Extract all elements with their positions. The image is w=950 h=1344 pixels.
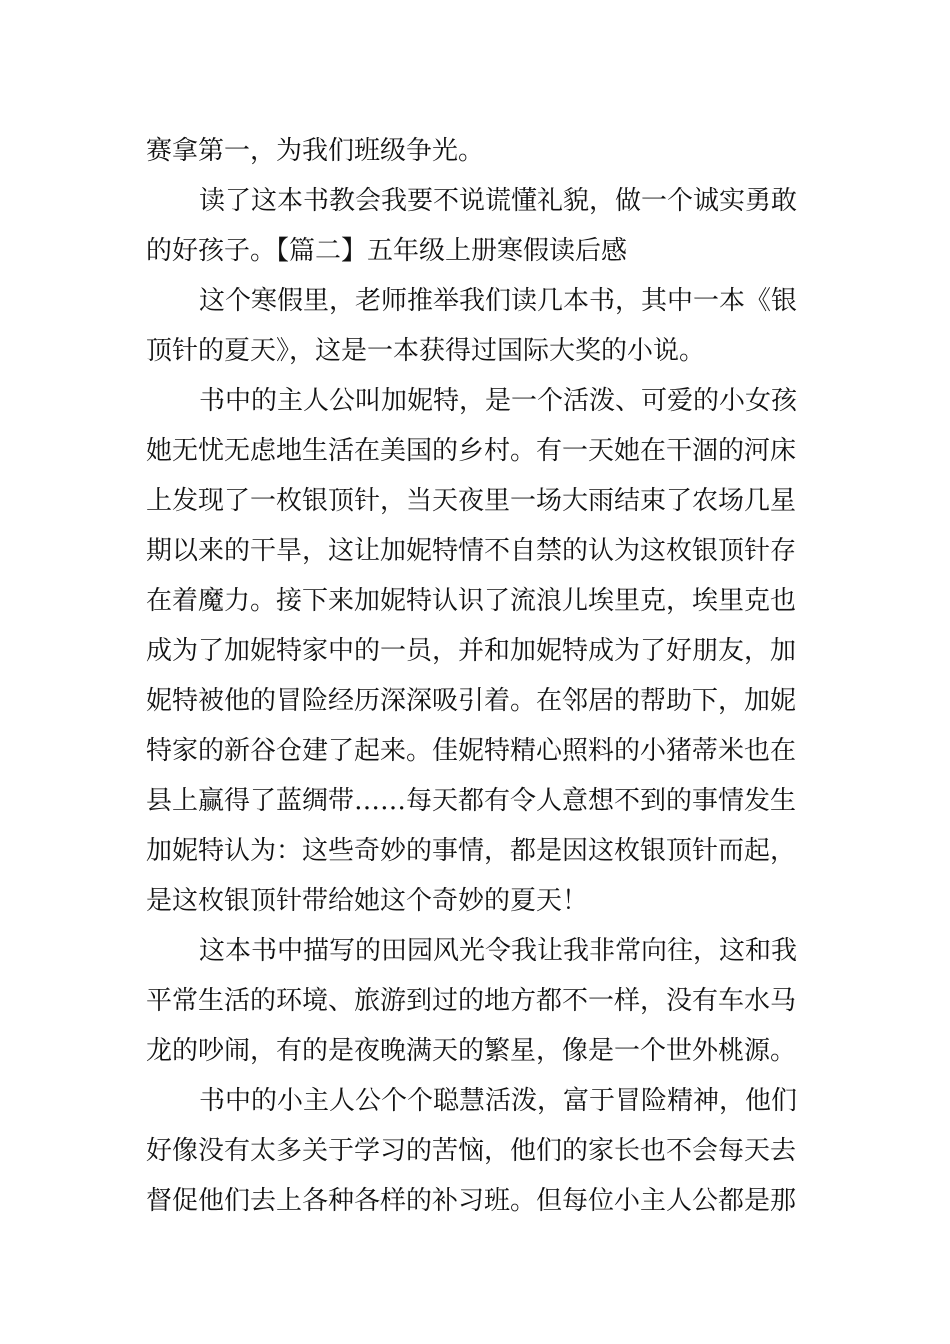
text-line: 她无忧无虑地生活在美国的乡村。有一天她在干涸的河床 [146,436,797,466]
text-line: 读了这本书教会我要不说谎懂礼貌，做一个诚实勇敢 [199,186,798,216]
body-text [146,126,811,1226]
text-line: 的好孩子。【篇二】五年级上册寒假读后感 [146,236,628,266]
text-line: 赛拿第一，为我们班级争光。 [146,136,485,166]
text-line: 特家的新谷仓建了起来。佳妮特精心照料的小猪蒂米也在 [146,736,797,766]
text-line: 这本书中描写的田园风光令我让我非常向往，这和我 [199,936,798,966]
text-line: 好像没有太多关于学习的苦恼，他们的家长也不会每天去 [146,1136,797,1166]
text-line: 县上赢得了蓝绸带……每天都有令人意想不到的事情发生 [146,786,797,816]
text-line: 成为了加妮特家中的一员，并和加妮特成为了好朋友，加 [146,636,797,666]
text-line: 期以来的干旱，这让加妮特情不自禁的认为这枚银顶针存 [146,536,797,566]
text-line: 上发现了一枚银顶针，当天夜里一场大雨结束了农场几星 [146,486,797,516]
text-line: 是这枚银顶针带给她这个奇妙的夏天！ [146,886,589,916]
text-line: 顶针的夏天》，这是一本获得过国际大奖的小说。 [146,336,706,366]
text-line: 平常生活的环境、旅游到过的地方都不一样，没有车水马 [146,986,797,1016]
text-line: 妮特被他的冒险经历深深吸引着。在邻居的帮助下，加妮 [146,686,797,716]
text-line: 督促他们去上各种各样的补习班。但每位小主人公都是那 [146,1186,797,1216]
text-line: 加妮特认为：这些奇妙的事情，都是因这枚银顶针而起， [146,836,797,866]
text-line: 书中的小主人公个个聪慧活泼，富于冒险精神，他们 [199,1086,798,1116]
text-line: 在着魔力。接下来加妮特认识了流浪儿埃里克，埃里克也 [146,586,797,616]
text-line: 这个寒假里，老师推举我们读几本书，其中一本《银 [199,286,798,316]
text-line: 龙的吵闹，有的是夜晚满天的繁星，像是一个世外桃源。 [146,1036,797,1066]
text-line: 书中的主人公叫加妮特，是一个活泼、可爱的小女孩 [199,386,798,416]
